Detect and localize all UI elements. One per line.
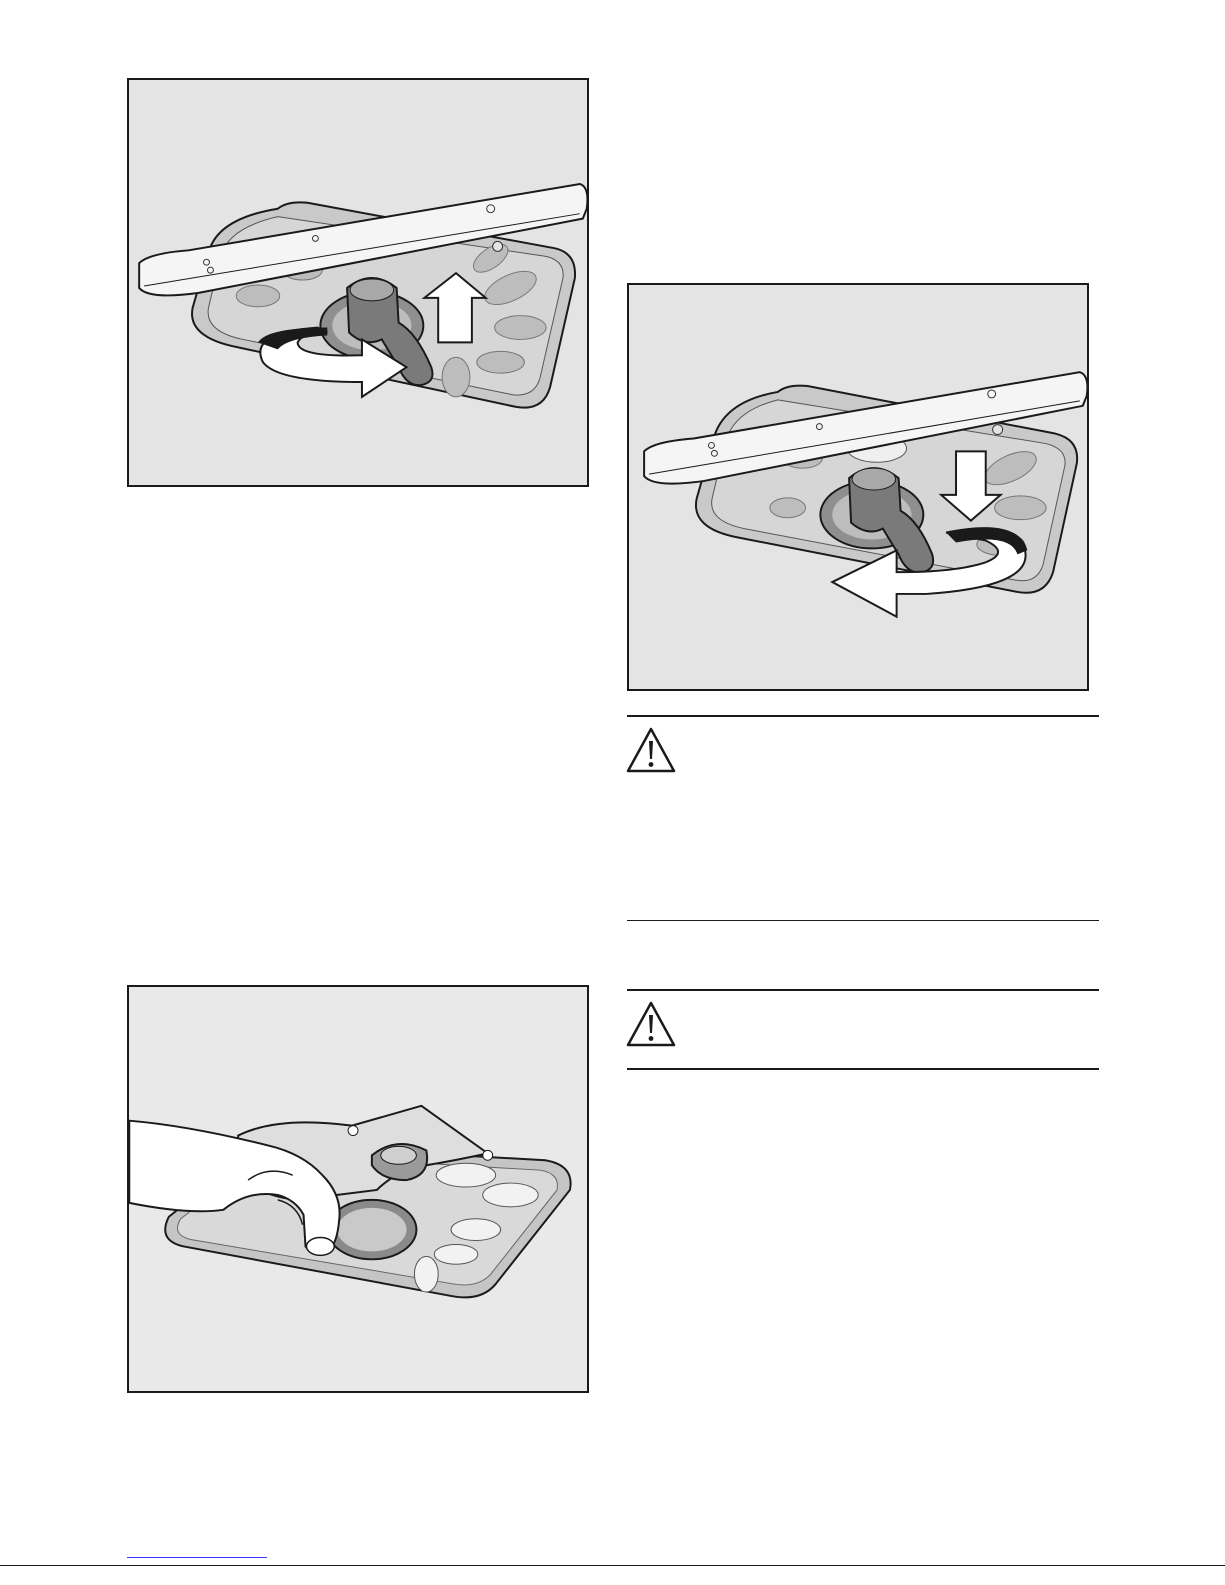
warning-1-bottom-rule: [627, 920, 1099, 921]
figure-clean-flat-filter: [127, 985, 589, 1393]
illustration-remove-filter: [129, 80, 587, 485]
figure-remove-filter: [127, 78, 589, 487]
illustration-clean-flat-filter: [129, 987, 587, 1391]
illustration-refit-filter: [629, 285, 1087, 689]
warning-triangle-icon: [625, 1000, 677, 1048]
figure-refit-filter: [627, 283, 1089, 691]
footer-link-underline[interactable]: [127, 1557, 267, 1558]
warning-2-bottom-rule: [627, 1068, 1099, 1070]
warning-triangle-icon: [625, 726, 677, 774]
warning-1-top-rule: [627, 715, 1099, 717]
warning-2-top-rule: [627, 989, 1099, 991]
footer-rule: [0, 1565, 1225, 1566]
